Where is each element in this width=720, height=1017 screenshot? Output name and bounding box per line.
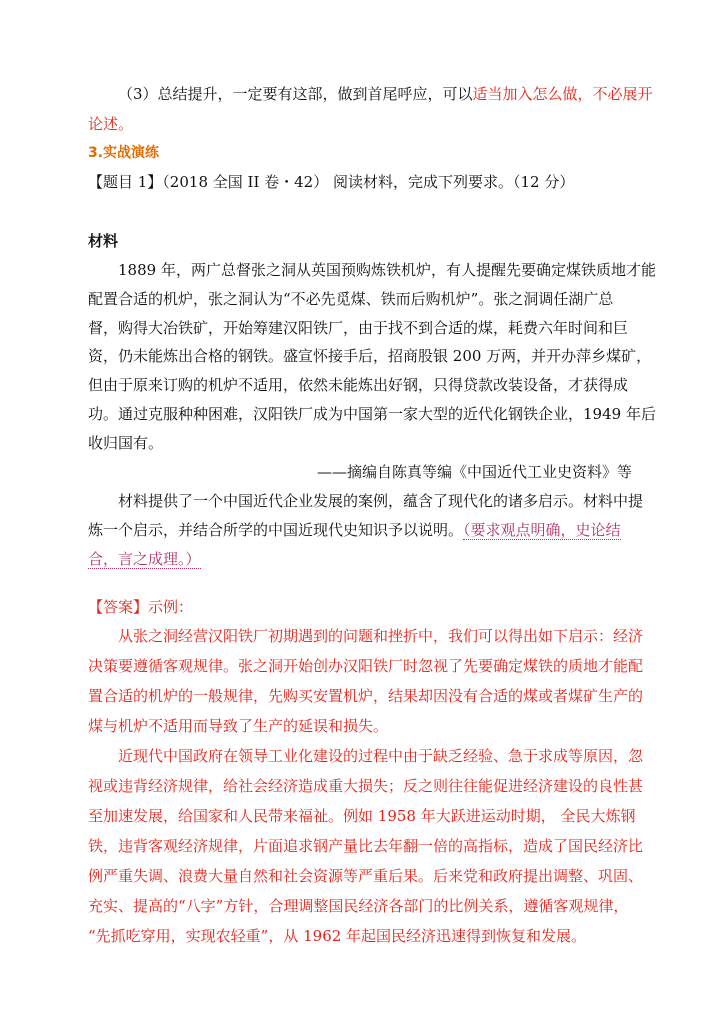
answer-line: 煤与机炉不适用而导致了生产的延误和损失。 (88, 717, 389, 735)
material-line: 但由于原来订购的机炉不适用，依然未能炼出好钢，只得贷款改装设备，才获得成 (88, 376, 629, 394)
material-line: 收归国有。 (88, 434, 164, 452)
requirement-note: 合，言之成理。） (88, 550, 201, 568)
answer-line: 例严重失调、浪费大量自然和社会资源等严重后果。后来党和政府提出调整、巩固、 (88, 867, 644, 885)
requirement-line-1: 材料提供了一个中国近代企业发展的案例，蕴含了现代化的诸多启示。材料中提 (118, 492, 644, 510)
answer-line: 充实、提高的“八字”方针，合理调整国民经济各部门的比例关系，遵循客观规律， (88, 897, 629, 915)
answer-line: 视或违背经济规律，给社会经济造成重大损失；反之则往往能促进经济建设的良性甚 (88, 777, 644, 795)
material-line: 功。通过克服种种困难，汉阳铁厂成为中国第一家大型的近代化钢铁企业，1949 年后 (88, 405, 656, 423)
answer-line: “先抓吃穿用，实现农轻重”，从 1962 年起国民经济迅速得到恢复和发展。 (88, 927, 587, 945)
requirement-line-3 (88, 549, 201, 569)
intro-line-2: 论述。 (88, 115, 134, 133)
intro-line-1 (118, 84, 653, 104)
material-label: 材料 (88, 232, 119, 250)
question-header: 【题目 1】（2018 全国 II 卷・42） 阅读材料，完成下列要求。（12 分） (88, 173, 575, 191)
requirement-text: 炼一个启示，并结合所学的中国近现代史知识予以说明。 (88, 521, 464, 539)
requirement-line-2 (88, 520, 621, 540)
answer-line: 铁，违背客观经济规律，片面追求钢产量比去年翻一倍的高指标，造成了国民经济比 (88, 837, 644, 855)
answer-line: 至加速发展，给国家和人民带来福祉。例如 1958 年大跃进运动时期， 全民大炼钢 (88, 807, 636, 825)
answer-line: 近现代中国政府在领导工业化建设的过程中由于缺乏经验、急于求成等原因，忽 (118, 747, 644, 765)
material-line: 配置合适的机炉，张之洞认为“不必先觅煤、铁而后购机炉”。张之洞调任湖广总 (88, 290, 614, 308)
intro-red-text: 适当加入怎么做，不必展开 (472, 85, 653, 103)
answer-line: 置合适的机炉的一般规律，先购买安置机炉，结果却因没有合适的煤或者煤矿生产的 (88, 687, 644, 705)
answer-line: 从张之洞经营汉阳铁厂初期遇到的问题和挫折中，我们可以得出如下启示：经济 (118, 627, 644, 645)
answer-line: 决策要遵循客观规律。张之洞开始创办汉阳铁厂时忽视了先要确定煤铁的质地才能配 (88, 657, 644, 675)
section-title: 3.实战演练 (88, 145, 160, 161)
material-line: 1889 年，两广总督张之洞从英国预购炼铁机炉，有人提醒先要确定煤铁质地才能 (118, 261, 656, 279)
intro-text: （3）总结提升，一定要有这部，做到首尾呼应，可以 (118, 85, 473, 103)
material-source: ——摘编自陈真等编《中国近代工业史资料》等 (316, 463, 632, 481)
requirement-note: （要求观点明确，史论结 (463, 521, 621, 539)
material-line: 资，仍未能炼出合格的钢铁。盛宣怀接手后，招商股银 200 万两，并开办萍乡煤矿， (88, 347, 652, 365)
material-line: 督，购得大冶铁矿，开始筹建汉阳铁厂，由于找不到合适的煤，耗费六年时间和巨 (88, 319, 629, 337)
answer-label: 【答案】示例： (88, 598, 194, 616)
